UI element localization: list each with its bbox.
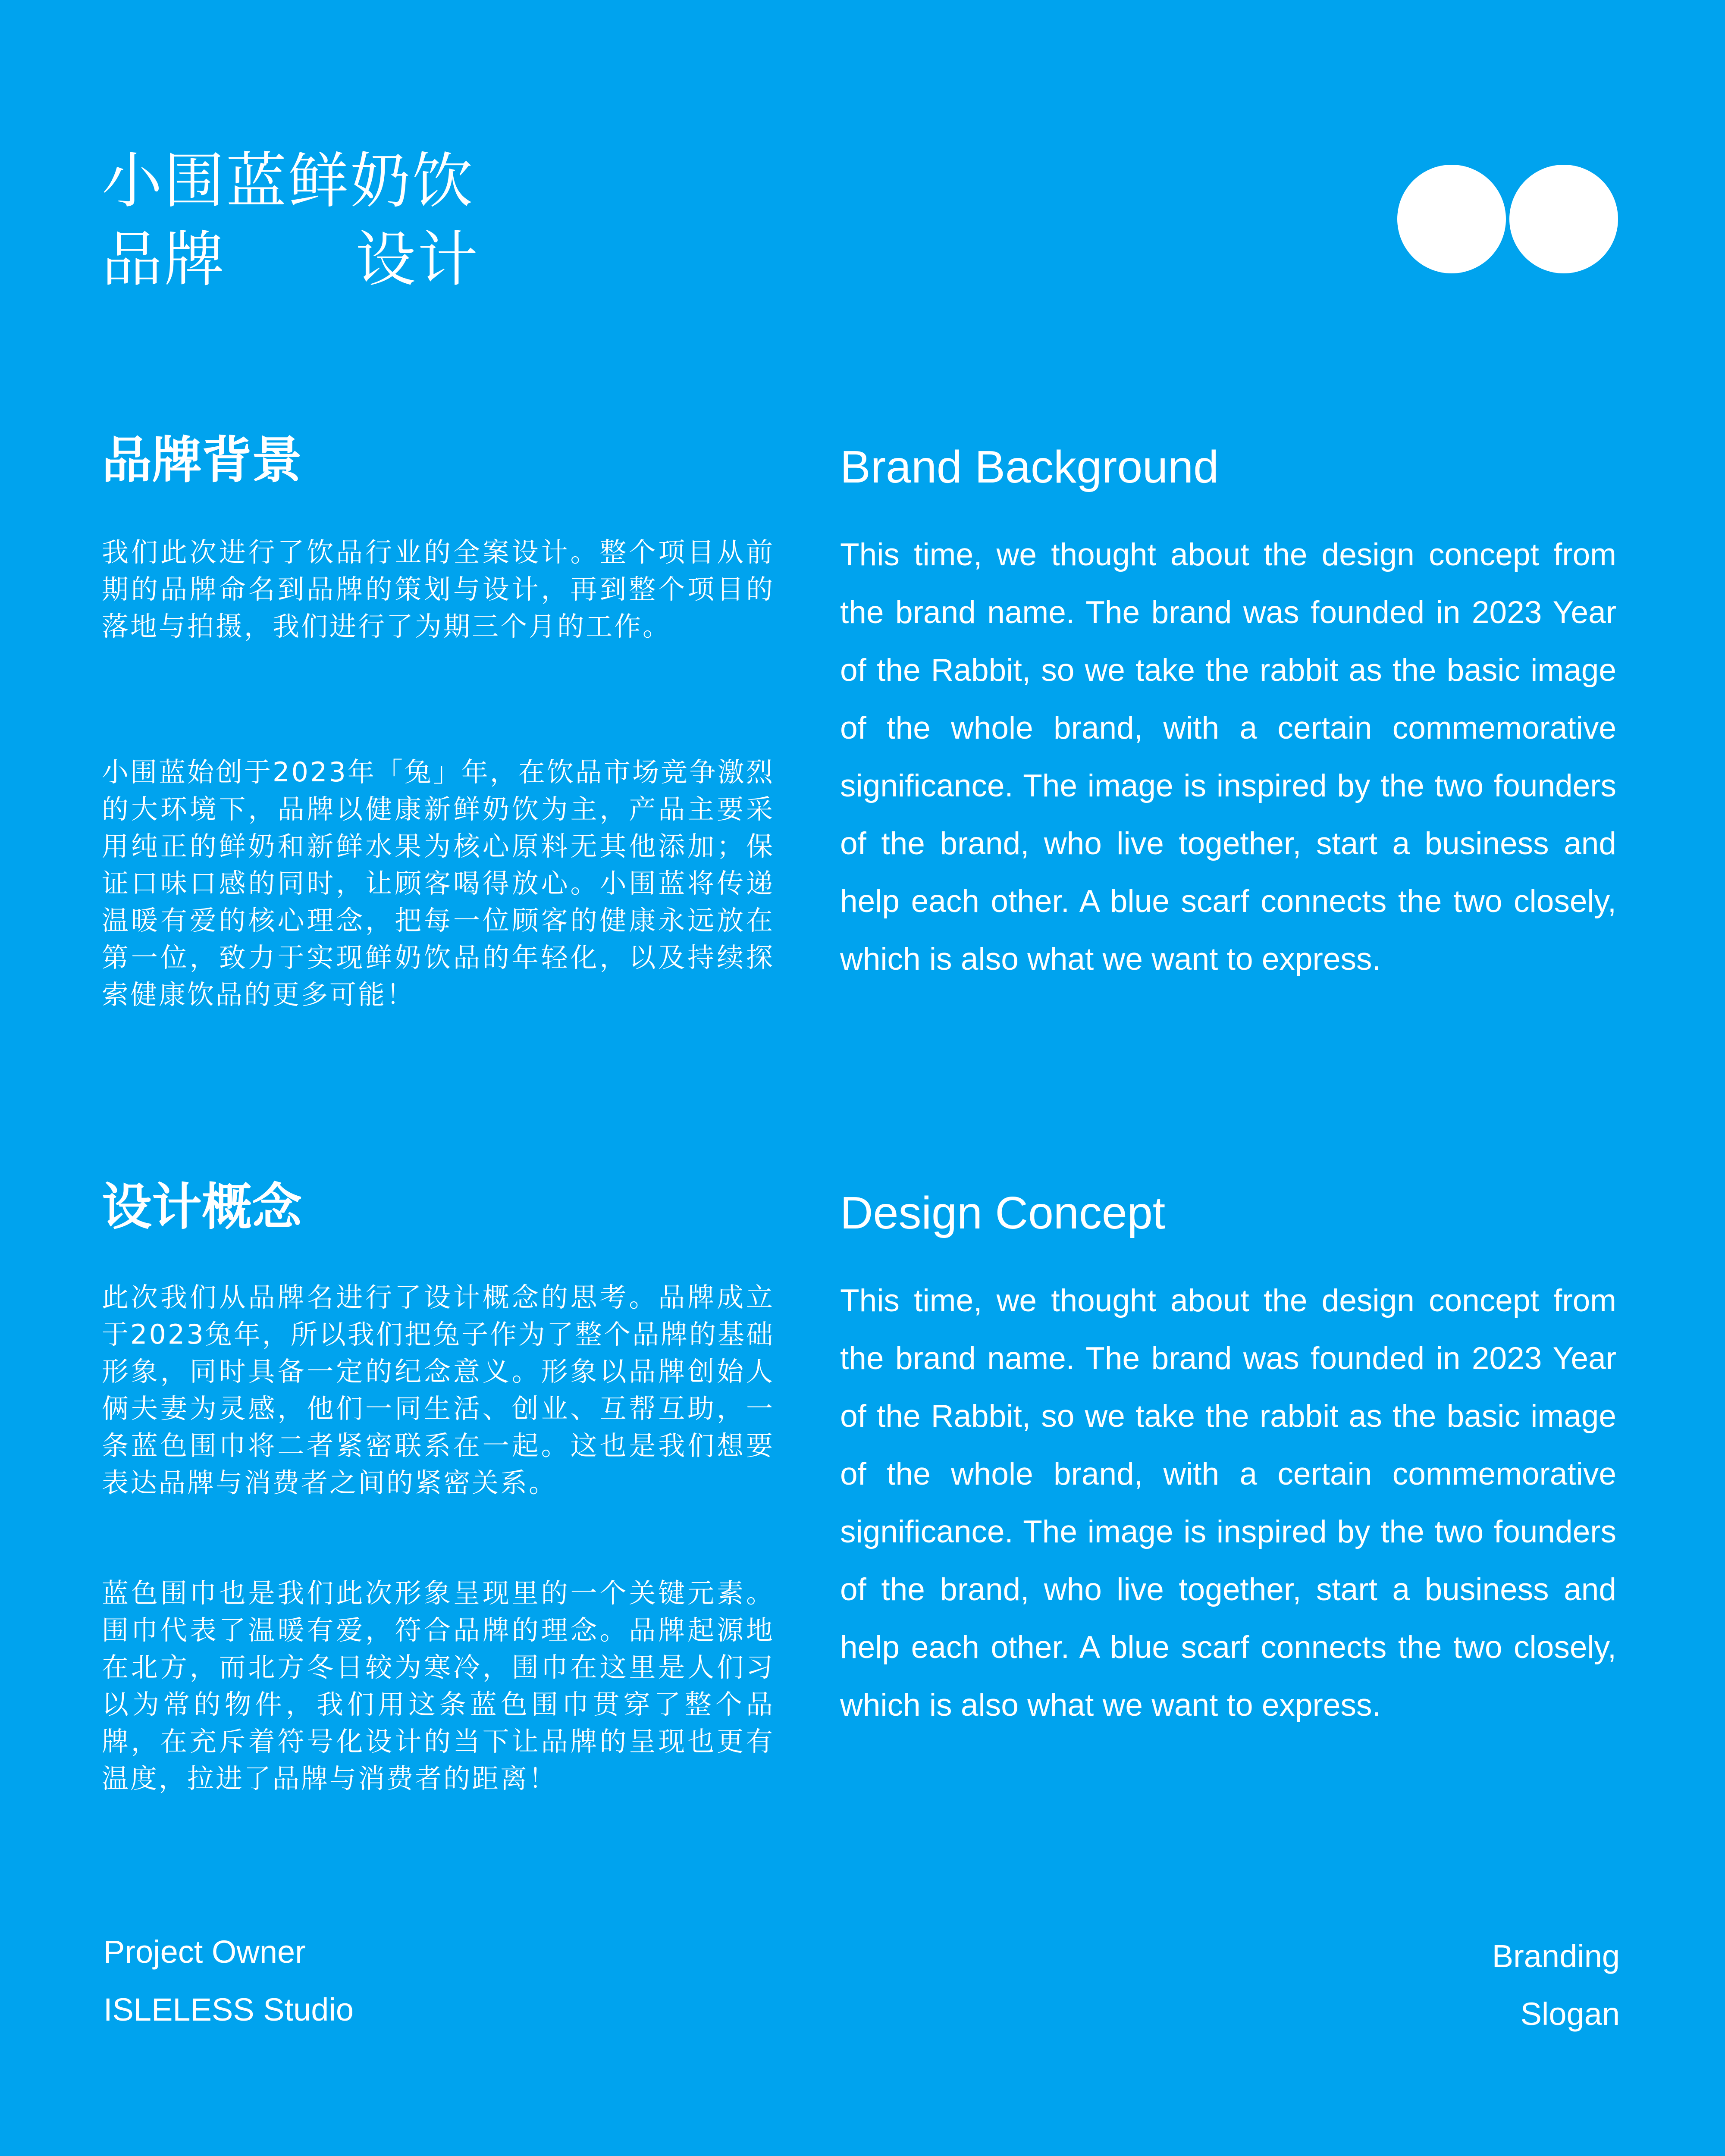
category-label: Branding: [1492, 1938, 1620, 1974]
category-value: Slogan: [1520, 1996, 1620, 2032]
design-concept-heading-en: Design Concept: [840, 1188, 1166, 1238]
logo-dot-left: [1397, 165, 1506, 273]
logo-dot-right: [1509, 165, 1618, 273]
brand-title: 小围蓝鲜奶饮: [102, 146, 475, 216]
brand-background-heading-en: Brand Background: [840, 442, 1219, 492]
brand-background-paragraph-en: This time, we thought about the design concept from the brand name. The brand was founded in 2023 Year of the Rabbit, so we take the rabbit as the basic image of the whole brand, with a certain commemorative significance. The image is inspired by the two founders of the brand, who live together, start a business and help each other. A blue scarf connects the two closely, which is also what we want to express.: [840, 537, 1616, 977]
subtitle-word-design: 设计: [355, 225, 480, 295]
design-concept-paragraph2-cn: 蓝色围巾也是我们此次形象呈现里的一个关键元素。围巾代表了温暖有爱，符合品牌的理念。品牌起源地在北方，而北方冬日较为寒冷，围巾在这里是人们习以为常的物件，我们用这条蓝色围巾贯穿了整个品牌，在充斥着符号化设计的当下让品牌的呈现也更有温度，拉进了品牌与消费者的距离！: [102, 1577, 775, 1794]
brand-background-paragraph2-cn: 小围蓝始创于2023年「兔」年，在饮品市场竞争激烈的大环境下，品牌以健康新鲜奶饮为主，产品主要采用纯正的鲜奶和新鲜水果为核心原料无其他添加；保证口味口感的同时，让顾客喝得放心。小围蓝将传递温暖有爱的核心理念，把每一位顾客的健康永远放在第一位，致力于实现鲜奶饮品的年轻化，以及持续探索健康饮品的更多可能！: [102, 756, 775, 1010]
design-concept-paragraph1-cn: 此次我们从品牌名进行了设计概念的思考。品牌成立于2023兔年，所以我们把兔子作为了整个品牌的基础形象，同时具备一定的纪念意义。形象以品牌创始人俩夫妻为灵感，他们一同生活、创业、互帮互助，一条蓝色围巾将二者紧密联系在一起。这也是我们想要表达品牌与消费者之间的紧密关系。: [102, 1282, 775, 1498]
brand-background-paragraph1-cn: 我们此次进行了饮品行业的全案设计。整个项目从前期的品牌命名到品牌的策划与设计，再到整个项目的落地与拍摄，我们进行了为期三个月的工作。: [102, 536, 775, 642]
brand-background-heading-cn: 品牌背景: [102, 431, 302, 489]
design-concept-paragraph-en: This time, we thought about the design concept from the brand name. The brand was founded in 2023 Year of the Rabbit, so we take the rabbit as the basic image of the whole brand, with a certain commemorative significance. The image is inspired by the two founders of the brand, who live together, start a business and help each other. A blue scarf connects the two closely, which is also what we want to express.: [840, 1283, 1616, 1723]
subtitle-word-brand: 品牌: [102, 225, 226, 295]
brand-subtitle: [102, 221, 480, 299]
project-owner-label: Project Owner: [104, 1934, 306, 1970]
design-concept-heading-cn: 设计概念: [102, 1178, 302, 1236]
project-owner-value: ISLELESS Studio: [104, 1992, 354, 2028]
